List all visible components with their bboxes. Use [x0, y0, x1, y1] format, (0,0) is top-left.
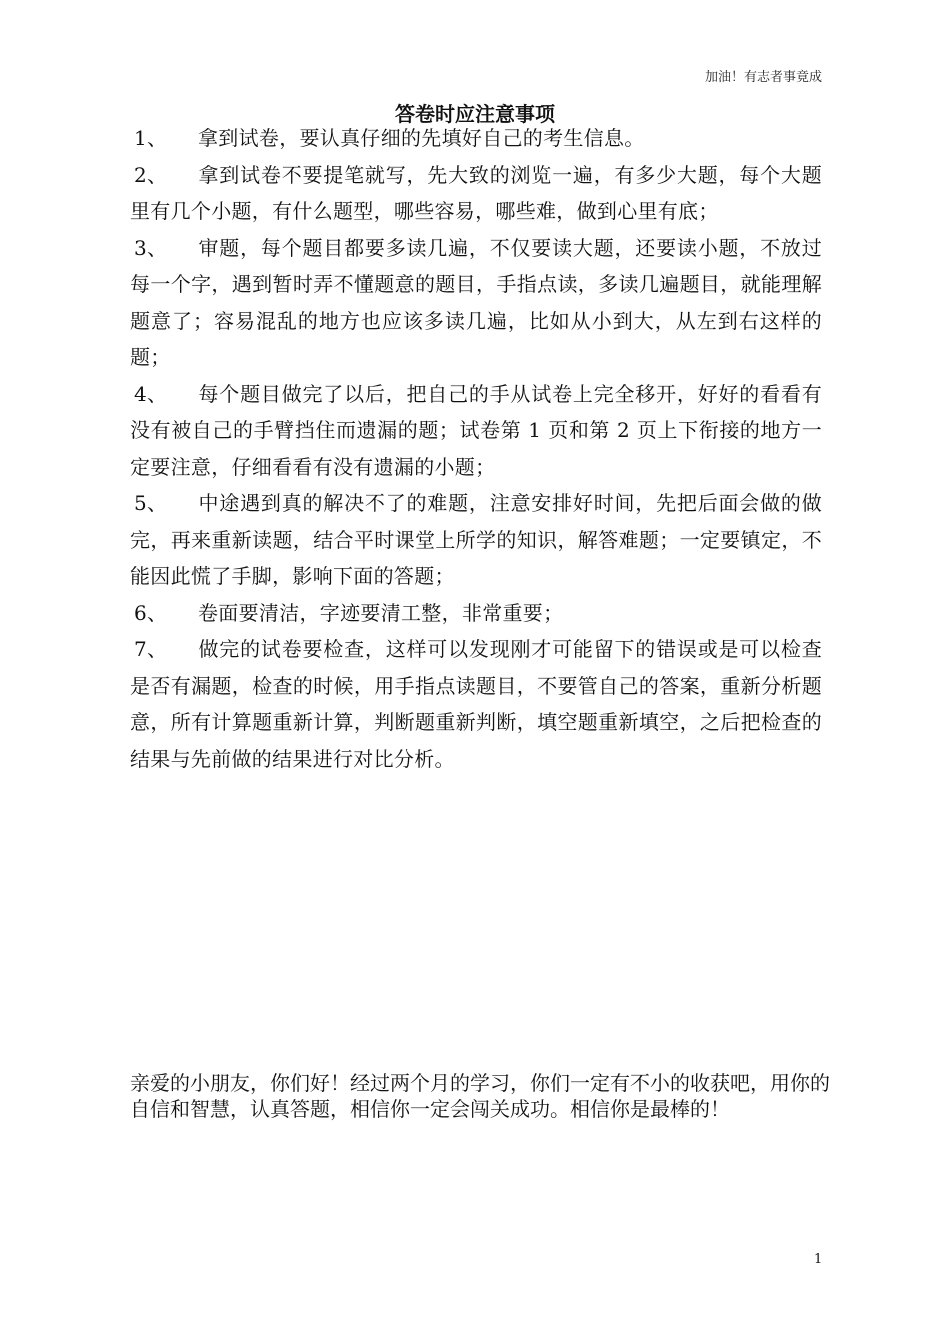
item-number: 6、: [134, 600, 168, 625]
document-title: 答卷时应注意事项: [395, 102, 555, 126]
list-item: [130, 376, 822, 486]
item-number: 7、: [134, 637, 168, 661]
item-text: 拿到试卷不要提笔就写，先大致的浏览一遍，有多少大题，每个大题里有几个小题，有什么题型，哪些容易，哪些难，做到心里有底；: [130, 162, 822, 223]
item-text: 卷面要清洁，字迹要清工整，非常重要；: [198, 600, 564, 625]
list-item: [130, 157, 822, 230]
instruction-list: [130, 120, 822, 777]
item-number: 3、: [134, 235, 168, 260]
item-text: 做完的试卷要检查，这样可以发现刚才可能留下的错误或是可以检查是否有漏题，检查的时候，用手指点读题目，不要管自己的答案，重新分析题意，所有计算题重新计算，判断题重新判断，填空题重新填空，之后把检查的结果与先前做的结果进行对比分析。: [130, 637, 822, 771]
item-number: 2、: [134, 162, 168, 187]
list-item: [130, 230, 822, 376]
list-item: [130, 631, 822, 777]
item-text: 审题，每个题目都要多读几遍，不仅要读大题，还要读小题，不放过每一个字，遇到暂时弄不懂题意的题目，手指点读，多读几遍题目，就能理解题意了；容易混乱的地方也应该多读几遍，比如从小到大，从左到右这样的题；: [130, 235, 822, 369]
closing-message: 亲爱的小朋友，你们好！经过两个月的学习，你们一定有不小的收获吧，用你的自信和智慧，认真答题，相信你一定会闯关成功。相信你是最棒的！: [130, 1071, 830, 1121]
list-item: [130, 120, 822, 157]
list-item: [130, 485, 822, 595]
item-number: 1、: [134, 126, 168, 150]
list-item: [130, 595, 822, 632]
header-note: 加油！有志者事竟成: [704, 70, 822, 85]
item-number: 4、: [134, 381, 168, 406]
item-text: 拿到试卷，要认真仔细的先填好自己的考生信息。: [198, 126, 645, 150]
item-text: 中途遇到真的解决不了的难题，注意安排好时间，先把后面会做的做完，再来重新读题，结合平时课堂上所学的知识，解答难题；一定要镇定，不能因此慌了手脚，影响下面的答题；: [130, 491, 822, 588]
page-number: 1: [814, 1252, 823, 1267]
item-number: 5、: [134, 491, 168, 515]
item-text: 每个题目做完了以后，把自己的手从试卷上完全移开，好好的看看有没有被自己的手臂挡住而遗漏的题；试卷第 1 页和第 2 页上下衔接的地方一定要注意，仔细看看有没有遗漏的小题；: [130, 381, 822, 479]
